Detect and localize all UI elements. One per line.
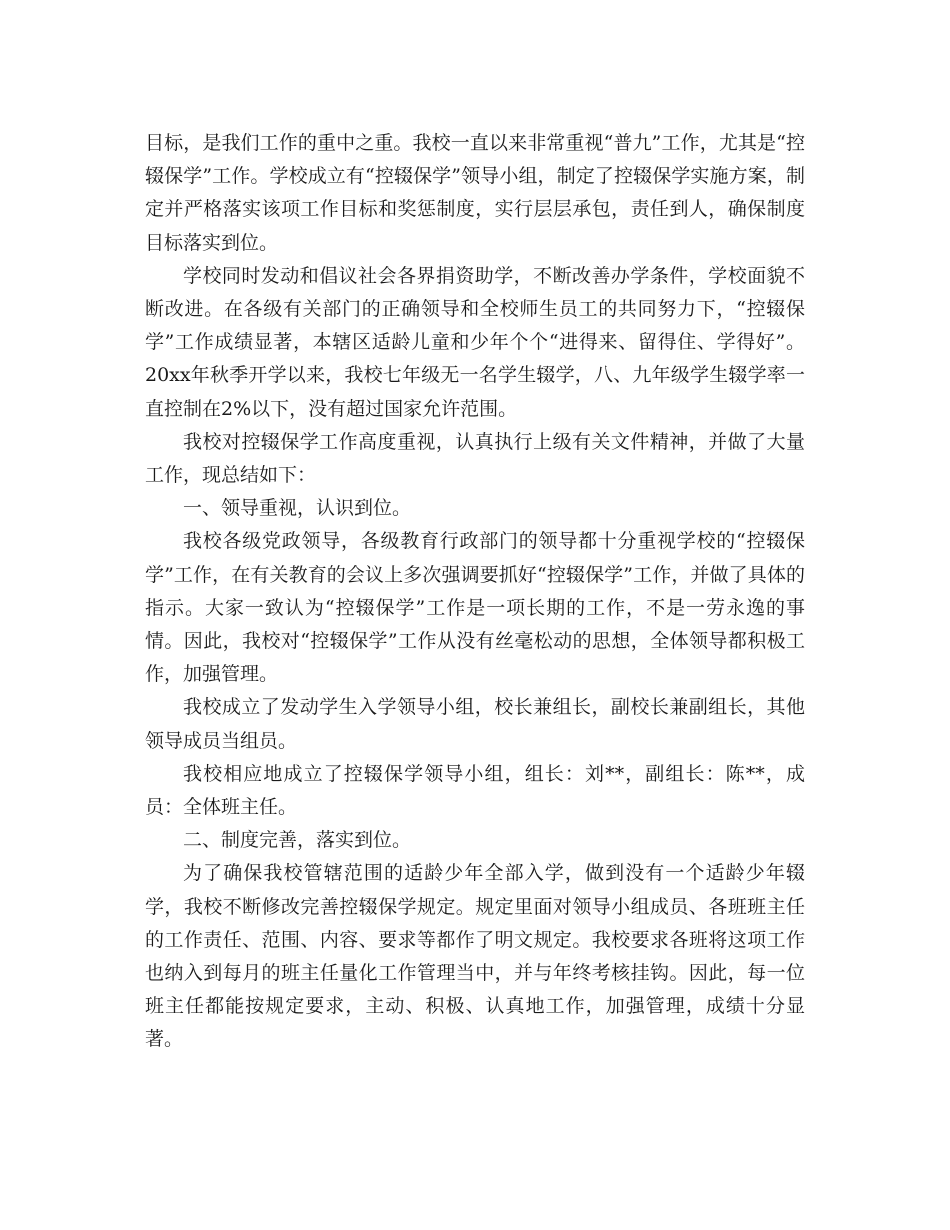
- paragraph-1: 目标，是我们工作的重中之重。我校一直以来非常重视“普九”工作，尤其是“控辍保学”工作。学校成立有“控辍保学”领导小组，制定了控辍保学实施方案，制定并严格落实该项工作目标和奖惩制度，实行层层承包，责任到人，确保制度目标落实到位。: [145, 132, 805, 254]
- paragraph-2: 学校同时发动和倡议社会各界捐资助学，不断改善办学条件，学校面貌不断改进。在各级有关部门的正确领导和全校师生员工的共同努力下，“控辍保学”工作成绩显著，本辖区适龄儿童和少年个个“进得来、留得住、学得好”。20xx年秋季开学以来，我校七年级无一名学生辍学，八、九年级学生辍学率一直控制在2%以下，没有超过国家允许范围。: [145, 264, 805, 420]
- paragraph-7: 为了确保我校管辖范围的适龄少年全部入学，做到没有一个适龄少年辍学，我校不断修改完善控辍保学规定。规定里面对领导小组成员、各班班主任的工作责任、范围、内容、要求等都作了明文规定。我校要求各班将这项工作也纳入到每月的班主任量化工作管理当中，并与年终考核挂钩。因此，每一位班主任都能按规定要求，主动、积极、认真地工作，加强管理，成绩十分显著。: [145, 862, 805, 1051]
- section-heading-2: 二、制度完善，落实到位。: [183, 829, 412, 852]
- paragraph-6: 我校相应地成立了控辍保学领导小组，组长：刘**，副组长：陈**，成员：全体班主任。: [145, 762, 805, 819]
- paragraph-5: 我校成立了发动学生入学领导小组，校长兼组长，副校长兼副组长，其他领导成员当组员。: [145, 696, 805, 752]
- paragraph-3: 我校对控辍保学工作高度重视，认真执行上级有关文件精神，并做了大量工作，现总结如下：: [145, 430, 805, 487]
- paragraph-4: 我校各级党政领导，各级教育行政部门的领导都十分重视学校的“控辍保学”工作，在有关教育的会议上多次强调要抓好“控辍保学”工作，并做了具体的指示。大家一致认为“控辍保学”工作是一项长期的工作，不是一劳永逸的事情。因此，我校对“控辍保学”工作从没有丝毫松动的思想，全体领导都积极工作，加强管理。: [145, 530, 805, 686]
- section-heading-1: 一、领导重视，认识到位。: [183, 497, 412, 520]
- document-body: [145, 127, 805, 1057]
